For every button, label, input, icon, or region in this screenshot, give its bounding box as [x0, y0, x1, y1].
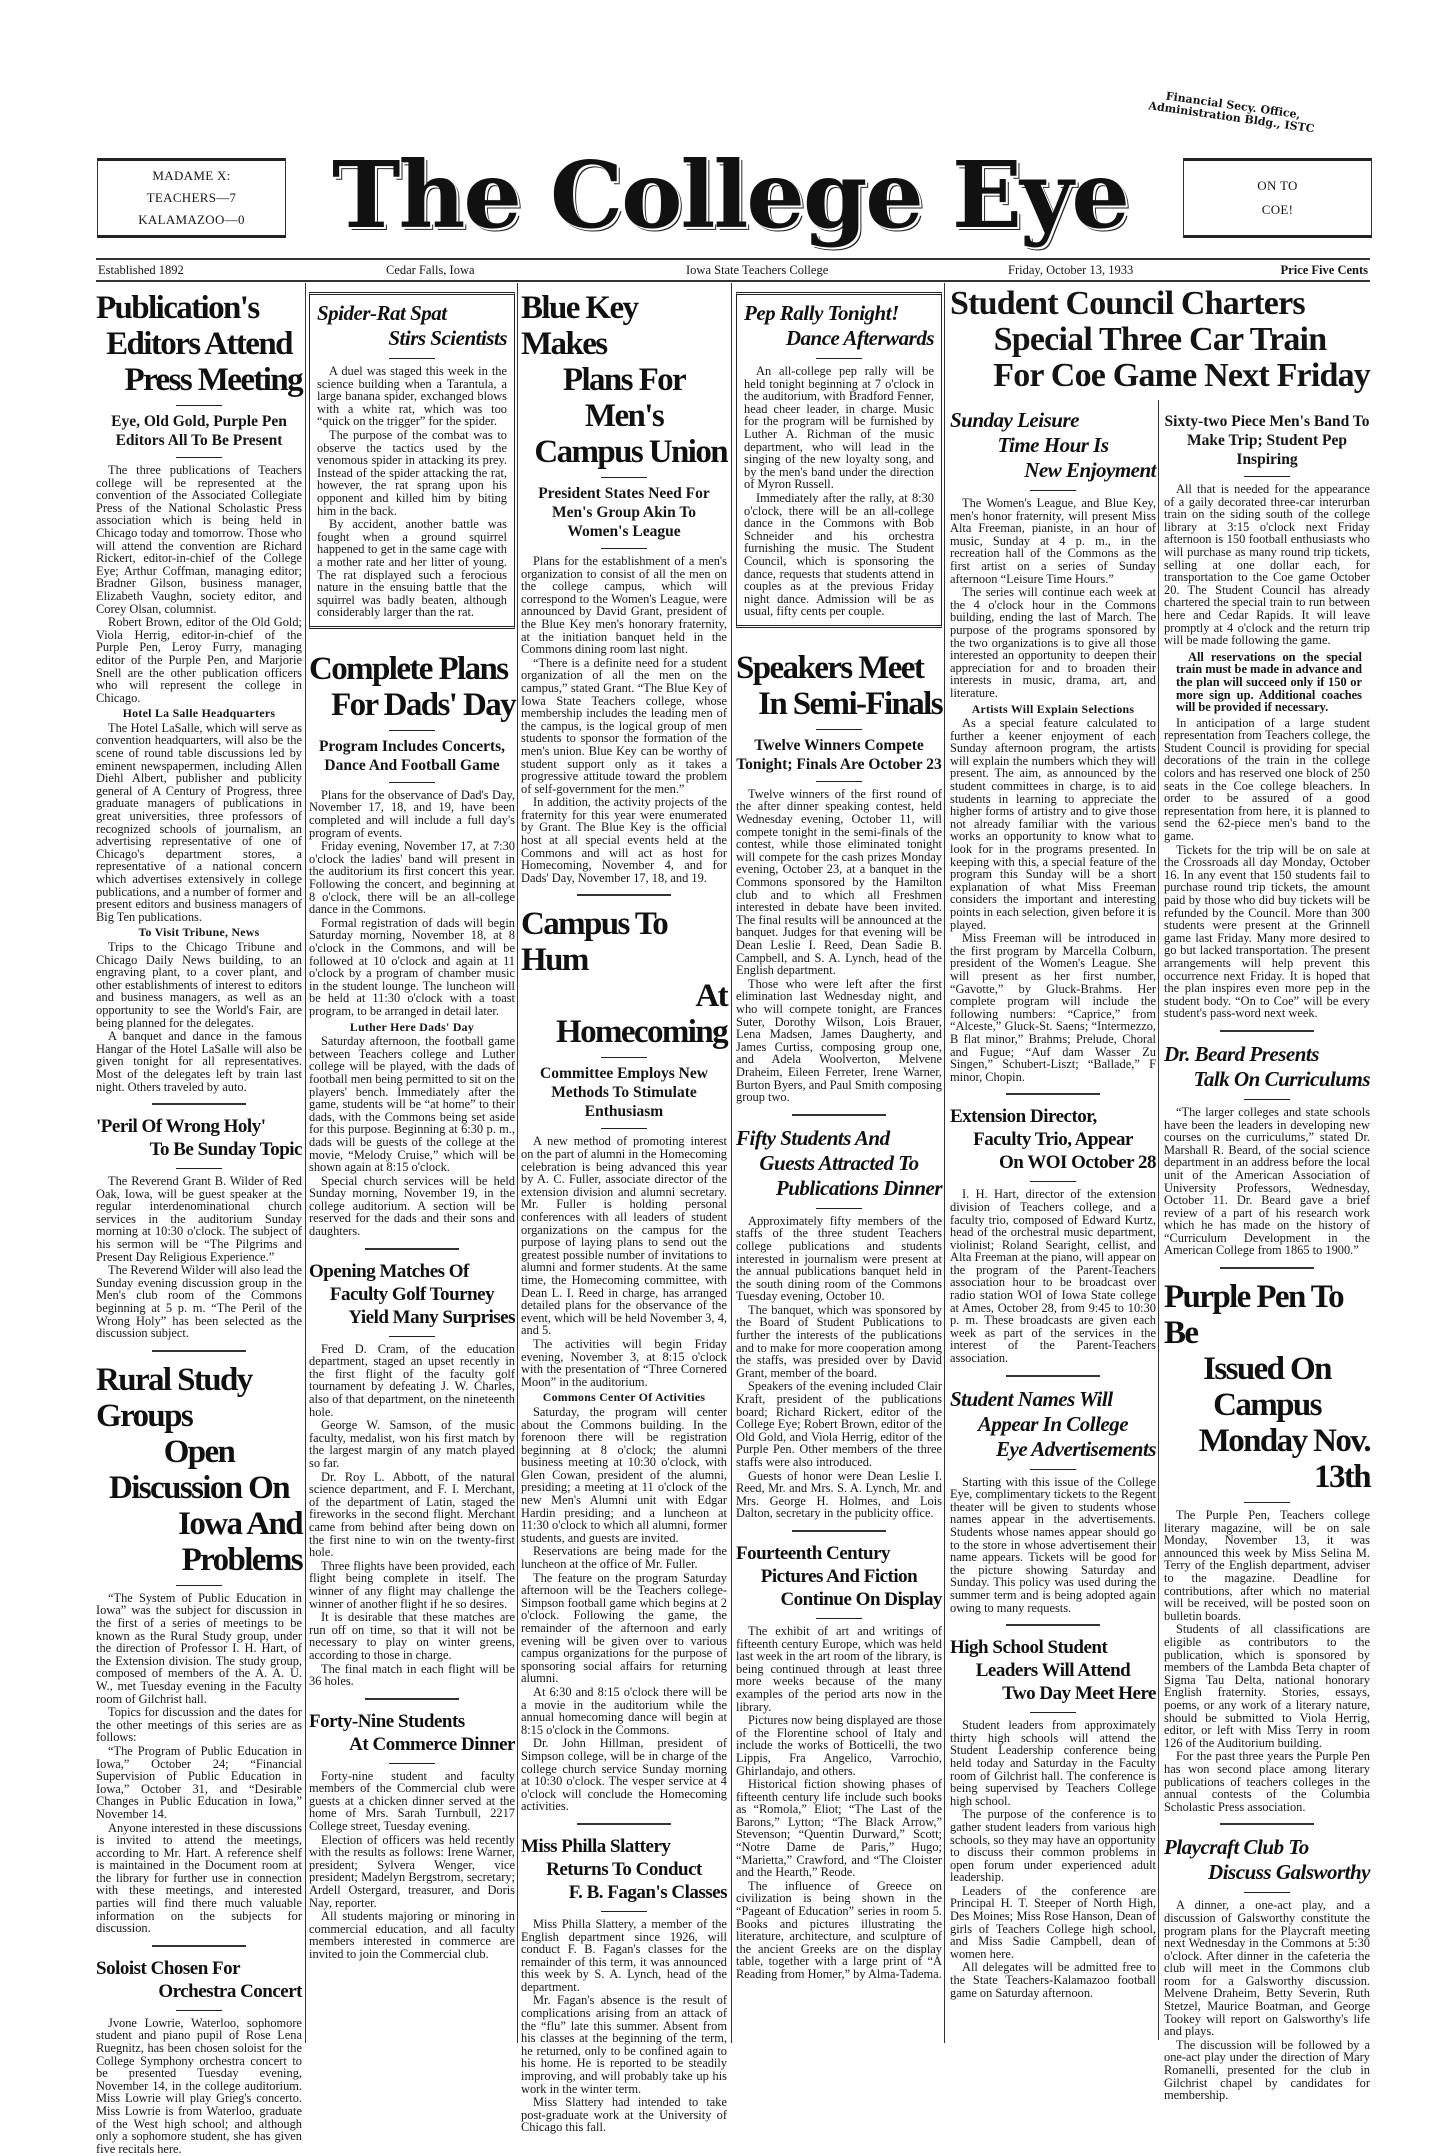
column-2 [309, 292, 515, 1962]
article-body [950, 497, 1156, 1083]
article-sunday-topic [96, 1115, 302, 1340]
paragraph: The activities will begin Friday evening, November 3, at 8:15 o'clock with the presentation of “Three Cornered Moon” in the auditorium. [521, 1336, 727, 1389]
bold-paragraph: All reservations on the special train must be made in advance and the plan will succeed only if 150 or more sign up. Additional coaches will be provided if necessary. [1176, 649, 1362, 715]
article-fourteenth-century [736, 1542, 942, 1981]
banner-headline-train [950, 286, 1370, 394]
headline-line: For Dads' Day [331, 686, 515, 723]
paragraph: A banquet and dance in the famous Hangar of the Hotel LaSalle will also be given tonight for all representatives. Most of the delegates left by train last night. Others traveled by auto. [96, 1029, 302, 1094]
banner-line: Special Three Car Train [993, 321, 1327, 358]
headline [736, 1126, 942, 1201]
headline-line: Sunday Leisure [950, 408, 1079, 432]
paragraph: The exhibit of art and writings of fifteenth century Europe, which was held last week in the art room of the library, is being continued through at least three more weeks because of the many examples of the period arts now in the library. [736, 1623, 942, 1714]
divider-rule [1244, 476, 1290, 477]
headline-line: Stirs Scientists [388, 326, 507, 350]
paragraph: Miss Slattery had intended to take post-graduate work at the University of Chicago this fall. [521, 2095, 727, 2135]
paragraph: “The Program of Public Education in Iowa,” October 24; “Financial Supervision of Public Education in Iowa,” October 31, and “Desirable Changes in Public Education in Iowa,” November 14. [96, 1743, 302, 1821]
headline-line: Faculty Golf Tourney [329, 1283, 495, 1305]
paragraph: Saturday, the program will center about the Commons building. In the forenoon there will be registration beginning at 8 o'clock; the alumni business meeting at 10:30 o'clock, with Glen Cowan, president of the alumni, presiding; a meeting at 11 o'clock of the new Men's Alumni unit with Edgar Hardin presiding; and a luncheon at 11:30 o'clock to which all alumni, former students, and guests are invited. [521, 1404, 727, 1545]
headline [521, 290, 727, 470]
headline [1164, 1835, 1370, 1885]
paragraph: The Hotel LaSalle, which will serve as convention headquarters, will also be the scene of round table discussions led by eminent newspapermen, including Allen Diehl Albert, publisher and publicity general of A Century of Progress, three graduate managers of publications in great universities, three professors of recognized schools of journalism, an advertising representative of one of Chicago's department stores, a representative of a national concern which advertises extensively in college publications, and a number of former and present editors and business managers of Big Ten publications. [96, 720, 302, 924]
column-4 [736, 292, 942, 1982]
article-body [521, 1135, 727, 1812]
article-body [950, 1188, 1156, 1364]
headline-line: F. B. Fagan's Classes [568, 1881, 727, 1903]
article-body [1164, 483, 1370, 1020]
section-subhead: Hotel La Salle Headquarters [122, 706, 276, 721]
column-3 [521, 290, 727, 2135]
divider-rule [1030, 1712, 1076, 1713]
headline-line: Continue On Display [780, 1588, 942, 1610]
headline [950, 1105, 1156, 1174]
paragraph: A dinner, a one-act play, and a discussion of Galsworthy constitute the program plans for the Playcraft meeting next Wednesday in the Commons at 5:30 o'clock. After dinner in the cafeteria the club will meet in the Commons club room for a Galsworthy discussion. Melvene Draheim, Betty Severin, Ruth Stetzel, Maurice Boatman, and George Tookey will report on Galsworthy's life and plays. [1164, 1898, 1370, 2039]
section-subhead: Commons Center Of Activities [542, 1390, 706, 1405]
ear-line: KALAMAZOO—0 [138, 212, 245, 227]
column-rule [517, 283, 518, 2043]
article-playcraft [1164, 1835, 1370, 2102]
paragraph: Three flights have been provided, each flight being complete in itself. The winner of any flight may challenge the winner of another flight if he so desires. [309, 1558, 515, 1611]
subheadline-deck: Twelve Winners Compete Tonight; Finals Are October 23 [736, 736, 942, 773]
paragraph: Miss Philla Slattery, a member of the English department since 1926, will conduct F. B. Fagan's classes for the remainder of this term, it was announced this week by S. A. Lynch, head of the department. [521, 1916, 727, 1994]
article-body [1164, 1899, 1370, 2102]
article-body [309, 1770, 515, 1961]
paragraph: Plans for the establishment of a men's organization to consist of all the men on the college campus, which will correspond to the Women's League, were announced by David Grant, president of the Blue Key men's honorary fraternity, at the initiation banquet held in the Commons dining room last night. [521, 554, 727, 657]
paragraph: Immediately after the rally, at 8:30 o'clock, there will be an all-college dance in the Commons with Bob Schneider and his orchestra furnishing the music. The Student Council, which is sponsoring the dance, requests that students attend in couples as at the previous Friday night dance. Admission will be as usual, fifty cents per couple. [744, 490, 934, 619]
headline [1164, 1279, 1370, 1495]
headline-line: Campus Union [534, 434, 727, 470]
divider-rule [816, 1618, 862, 1619]
paragraph: For the past three years the Purple Pen has won second place among literary publications of teachers colleges in the annual contests of the Columbia Scholastic Press association. [1164, 1749, 1370, 1814]
headline-line: Fifty Students And [736, 1125, 890, 1150]
mailing-stamp: Financial Secy. Office, Administration Bldg., ISTC [1147, 89, 1316, 136]
article-speakers [736, 650, 942, 1104]
article-blue-key [521, 290, 727, 884]
headline-line: Pictures And Fiction [760, 1565, 918, 1587]
headline-line: Student Names Will [950, 1386, 1113, 1411]
headline-line: Talk On Curriculums [1193, 1066, 1370, 1091]
divider-rule [176, 2010, 222, 2011]
article-body [521, 1918, 727, 2134]
paragraph: Twelve winners of the first round of the after dinner speaking contest, held Wednesday evening, October 11, will compete tonight in the semi-finals of the contest, while those eliminated tonight will compete for the cash prizes Monday evening, October 23, at a banquet in the Commons sponsored by the Hamilton club and to which all Freshmen interested in debate have been invited. The final results will be announced at the banquet. Judges for that evening will be Dean Leslie I. Reed, Dean Sadie B. Campbell, and S. A. Lynch, head of the English department. [736, 786, 942, 978]
column-rule [944, 283, 945, 2043]
article-coe-train [1164, 412, 1370, 1020]
college-name: Iowa State Teachers College [686, 263, 829, 277]
divider-rule [389, 1336, 435, 1337]
article-purple-pen [1164, 1279, 1370, 1813]
headline [309, 651, 515, 723]
headline-line: High School Student [950, 1637, 1108, 1659]
article-body [950, 1719, 1156, 1999]
headline [521, 906, 727, 1050]
article-body [521, 555, 727, 884]
headline-line: To Be Sunday Topic [149, 1139, 302, 1161]
article-body [317, 365, 507, 619]
paragraph: “The System of Public Education in Iowa” was the subject for discussion in the first of a series of meetings to be known as the Rural Study group, under the direction of Professor I. H. Hart, of the Extension division. The study group, composed of members of the A. A. U. W., met Tuesday evening in the Faculty room of Gilchrist hall. [96, 1590, 302, 1706]
headline-line: Eye Advertisements [996, 1436, 1156, 1461]
divider-rule [601, 1057, 647, 1058]
article-homecoming [521, 906, 727, 1812]
section-subhead: To Visit Tribune, News [138, 925, 260, 940]
paragraph: As a special feature calculated to further a keener enjoyment of each Sunday afternoon program, the artists will explain the numbers which they will present. The aim, as announced by the student committees in charge, is to aid students in learning to appreciate the higher forms of artistry and to give those not already familiar with the various works an opportunity to know what to look for in the programs presented. In keeping with this, a special feature of the program this Sunday will be a short explanation of what Miss Freeman considers the important and interesting points in each selection, given before it is played. [950, 716, 1156, 932]
article-soloist [96, 1957, 302, 2156]
divider-rule [601, 1911, 647, 1912]
headline-line: Publication's [96, 290, 259, 326]
article-publications-dinner [736, 1126, 942, 1520]
article-leisure-hour [950, 408, 1156, 1083]
headline-line: Pep Rally Tonight! [744, 301, 899, 325]
divider-rule [176, 405, 222, 406]
paragraph: An all-college pep rally will be held tonight beginning at 7 o'clock in the auditorium, with Bradford Fenner, head cheer leader, in charge. Music for the program will be furnished by Luther A. Richman of the music department, who will lead in the singing of the new loyalty song, and by the men's band under the direction of Myron Russell. [744, 364, 934, 492]
headline [1164, 1042, 1370, 1092]
divider-rule [1030, 1469, 1076, 1470]
paragraph: Fred D. Cram, of the education department, staged an upset recently in the first flight of the faculty golf tournament by defeating J. W. Charles, also of that department, on the nineteenth hole. [309, 1341, 515, 1419]
headline-line: Opening Matches Of [309, 1260, 469, 1282]
headline-line: Dance Afterwards [785, 326, 934, 350]
headline-line: Complete Plans [309, 650, 508, 687]
paragraph: Those who were left after the first elimination last Wednesday night, and who will compete tonight, are Frances Suter, Dorothy Wilson, Lois Brauer, Lena Madsen, James Daugherty, and James Curtiss, composing group one, and Adela Woolverton, Melvene Draheim, Eileen Ferreter, Irene Warner, Burton Byers, and Paul Smith composing group two. [736, 976, 942, 1105]
headline [744, 301, 934, 351]
article-pep-rally [736, 292, 942, 628]
headline [950, 1387, 1156, 1462]
headline-line: Faculty Trio, Appear [973, 1129, 1133, 1151]
divider-rule [389, 358, 435, 359]
headline-line: Speakers Meet [736, 649, 924, 686]
paragraph: Dr. John Hillman, president of Simpson college, will be in charge of the college church service Sunday morning at 10:30 o'clock. The vesper service at 4 o'clock will conclude the Homecoming activities. [521, 1736, 727, 1814]
article-commerce-dinner [309, 1710, 515, 1961]
paragraph: The Women's League, and Blue Key, men's honor fraternity, will present Miss Alta Freeman, pianiste, in an hour of music, Sunday at 4 p. m., in the recreation hall of the Commons as the first artist on a series of Sunday afternoon “Leisure Time Hours.” [950, 496, 1156, 586]
ear-line: ON TO [1257, 178, 1298, 193]
headline-line: Appear In College [977, 1411, 1129, 1436]
paragraph: George W. Samson, of the music faculty, medalist, won his first match by the largest margin of any match played so far. [309, 1418, 515, 1470]
article-student-names [950, 1387, 1156, 1615]
paragraph: In addition, the activity projects of the fraternity for this year were enumerated by Grant. The Blue Key is the official host at all special events held at the Commons and will act as host for Homecoming, November 4, and for Dads' Day, November 17, 18, and 19. [521, 795, 727, 885]
headline-line: Plans For Men's [562, 362, 686, 434]
divider-rule [601, 1128, 647, 1129]
paragraph: The three publications of Teachers college will be represented at the convention of the Associated Collegiate Press of the National Scholastic Press association which is being held in Chicago today and tomorrow. Those who will attend the convention are Richard Rickert, editor-in-chief of the College Eye; Arthur Coffman, managing editor; Bradner Gilson, business manager, Elizabeth Vaughn, society editor, and Corey Olsan, columnist. [96, 463, 302, 616]
issue-date: Friday, October 13, 1933 [1008, 263, 1134, 277]
ear-line: COE! [1261, 202, 1294, 217]
paragraph: The influence of Greece on civilization is being shown in the “Pageant of Education” series in room 5. Books and pictures illustrating the literature, architecture, and sculpture of the ancient Greeks are on the display table, together with a large print of “A Reading from Homer,” by Alma-Tadema. [736, 1878, 942, 1981]
article-slattery [521, 1835, 727, 2134]
headline [950, 1636, 1156, 1705]
headline [317, 301, 507, 351]
headline-line: 'Peril Of Wrong Holy' [96, 1116, 266, 1138]
headline [309, 1710, 515, 1756]
divider-rule [816, 729, 862, 730]
headline-line: Orchestra Concert [158, 1980, 302, 2002]
paragraph: The banquet, which was sponsored by the Board of Student Publications to further the interests of the publications and to make for more cooperation among the staffs, was presided over by David Grant, member of the board. [736, 1302, 942, 1380]
headline-line: Issued On Campus [1203, 1351, 1331, 1424]
article-body [736, 1215, 942, 1520]
divider-rule [816, 358, 862, 359]
divider-rule [816, 781, 862, 782]
headline-line: Discuss Galsworthy [1208, 1860, 1370, 1885]
article-body [96, 2017, 302, 2156]
paragraph: Trips to the Chicago Tribune and Chicago Daily News building, to an engraving plant, to a cover plant, and other establishments of interest to editors and business managers, as well as an opportunity to see the World's Fair, are being planned for the delegates. [96, 939, 302, 1030]
article-body [96, 1175, 302, 1340]
paragraph: Topics for discussion and the dates for the other meetings of this series are as follows: [96, 1705, 302, 1745]
headline [736, 650, 942, 722]
headline-line: Campus To Hum [521, 906, 668, 979]
headline-line: Purple Pen To Be [1164, 1279, 1344, 1352]
headline [96, 1957, 302, 2003]
paragraph: The feature on the program Saturday afternoon will be the Teachers college-Simpson football game which begins at 2 o'clock. Following the game, the remainder of the afternoon and early evening will be given over to various campus organizations for the purpose of sponsoring social affairs for returning alumni. [521, 1570, 727, 1686]
divider-rule [1244, 1892, 1290, 1893]
headline-line: Returns To Conduct [546, 1858, 702, 1880]
paragraph: Leaders of the conference are Principal H. T. Steeper of North High, Des Moines; Miss Rose Hanson, Dean of girls of Teachers College high school, and Miss Sadie Campbell, dean of women here. [950, 1883, 1156, 1961]
headline-line: Time Hour Is [997, 433, 1109, 457]
divider-rule [1244, 1099, 1290, 1100]
divider-rule [176, 1168, 222, 1169]
paragraph: Saturday afternoon, the football game between Teachers college and Luther college will be played, with the dads of football men being permitted to sit on the players' bench. Immediately after the game, students will be “at home” to their dads, with the Commons being set aside for this purpose. Beginning at 6:30 p. m., dads will be guests of the college at the movie, “Melody Cruise,” which will be shown again at 8:15 o'clock. [309, 1034, 515, 1175]
paragraph: Dr. Roy L. Abbott, of the natural science department, and F. I. Merchant, of the department of Latin, staged the fireworks in the second flight. Merchant came from behind after being down on the first nine to win on the twenty-first hole. [309, 1469, 515, 1560]
paragraph: All delegates will be admitted free to the State Teachers-Kalamazoo football game on Saturday afternoon. [950, 1960, 1156, 2000]
subheadline-deck: Committee Employs New Methods To Stimulate Enthusiasm [540, 1065, 708, 1121]
ear-line: TEACHERS—7 [146, 190, 237, 205]
headline-line: Two Day Meet Here [1002, 1683, 1156, 1705]
subheadline-deck: Sixty-two Piece Men's Band To Make Trip; Student Pep Inspiring [1164, 413, 1370, 468]
headline [309, 1260, 515, 1329]
paragraph: Special church services will be held Sunday morning, November 19, in the college auditorium. A section will be reserved for the dads and their sons and daughters. [309, 1173, 515, 1239]
headline [96, 290, 302, 398]
article-press-meeting [96, 290, 302, 1093]
divider-rule [601, 477, 647, 478]
headline-line: Editors Attend [106, 326, 292, 362]
paragraph: A new method of promoting interest on the part of alumni in the Homecoming celebration is being advanced this year by A. C. Fuller, associate director of the extension division and alumni secretary. Mr. Fuller is holding personal conferences with all leaders of student organizations on the campus for the purpose of laying plans to send out the greatest possible number of invitations to alumni and former students. At the same time, the Homecoming committee, with Dean L. I. Reed in charge, has arranged detailed plans for the observance of the event, which will be held November 3, 4, and 5. [521, 1134, 727, 1338]
paragraph: Formal registration of dads will begin Saturday morning, November 18, at 8 o'clock in the Commons, and will be followed at 10 o'clock and again at 11 o'clock by a program of chamber music in the student lounge. The luncheon will be held at 11:30 o'clock with a toast program, to be arranged in detail later. [309, 915, 515, 1018]
established: Established 1892 [98, 263, 184, 277]
headline-line: Open Discussion On [108, 1433, 290, 1506]
paragraph: Jvone Lowrie, Waterloo, sophomore student and piano pupil of Rose Lena Ruegnitz, has been chosen soloist for the College Symphony orchestra concert to be presented Tuesday evening, November 14, in the college auditorium. Miss Lowrie will play Grieg's concerto. Miss Lowrie is from Waterloo, graduate of the West high school; and although only a sophomore student, she has given five recitals here. [96, 2015, 302, 2156]
paragraph: At 6:30 and 8:15 o'clock there will be a movie in the auditorium while the annual homecoming dance will begin at 8:15 o'clock in the Commons. [521, 1684, 727, 1737]
headline-line: Publications Dinner [775, 1175, 942, 1200]
headline-line: Dr. Beard Presents [1164, 1041, 1319, 1066]
paragraph: Starting with this issue of the College Eye, complimentary tickets to the Regent theater will be given to students whose names appear in the advertisements. Students whose names appear should go to the store in whose advertisement their name appears. Tickets will be good for the picture showing Saturday and Sunday. This policy was used during the summer term and is being adopted again owing to many requests. [950, 1474, 1156, 1615]
paragraph: By accident, another battle was fought when a ground squirrel happened to get in the same cage with a mother rate and her litter of young. The rat displayed such a ferocious nature in the ensuing battle that the squirrel was badly beaten, although considerably larger than the rat. [317, 517, 507, 620]
headline-line: Playcraft Club To [1164, 1835, 1309, 1860]
paragraph: Guests of honor were Dean Leslie I. Reed, Mr. and Mrs. S. A. Lynch, Mr. and Mrs. George H. Holmes, and Lois Dalton, secretary in the publicity office. [736, 1468, 942, 1521]
paragraph: Robert Brown, editor of the Old Gold; Viola Herrig, editor-in-chief of the Purple Pen, Leroy Furry, managing editor of the Purple Pen, and Marjorie Snell are the other publication officers who will represent the college in Chicago. [96, 615, 302, 705]
headline-line: New Enjoyment [1024, 458, 1156, 482]
headline-line: On WOI October 28 [998, 1152, 1156, 1174]
headline-line: Extension Director, [950, 1106, 1097, 1128]
paragraph: Election of officers was held recently with the results as follows: Irene Warner, president; Sylvera Wenger, vice president; Madelyn Bergstrom, secretary; Ardell Ostergard, treasurer, and Doris Nay, reporter. [309, 1832, 515, 1910]
paragraph: In anticipation of a large student representation from Teachers college, the Student Council is providing for special decorations of the train in the college colors and has reserved one block of 250 seats in the Coe college bleachers. In order to be assured of a good representation from here, it is planned to send the 62-piece men's band to the game. [1164, 715, 1370, 844]
divider-rule [601, 548, 647, 549]
paragraph: “There is a definite need for a student organization of all the men on the campus,” stated Grant. “The Blue Key of Iowa State Teachers college, whose membership includes the leading men of the campus, is the logical group of men students to sponsor the formation of the men's union. Blue Key can be worthy of student support only as it takes a progressive attitude toward the problem of self-government for the men.” [521, 655, 727, 796]
banner-line: Student Council Charters [950, 285, 1305, 322]
paragraph: Student leaders from approximately thirty high schools will attend the Student Leadership conference being held today and Saturday in the Faculty room of Gilchrist hall. The conference is being supervised by Teachers College high school. [950, 1718, 1156, 1808]
ear-score-box [97, 158, 286, 238]
article-body [736, 1625, 942, 1981]
paragraph: The Purple Pen, Teachers college literary magazine, will be on sale Monday, November 13, it was announced this week by Miss Selina M. Terry of the English department, adviser to the magazine. Deadline for contributions, after which no material will be received, will be posted soon on bulletin boards. [1164, 1508, 1370, 1623]
article-spider-rat [309, 292, 515, 629]
paragraph: Friday evening, November 17, at 7:30 o'clock the ladies' band will present in the auditorium its first concert this year. Following the concert, and beginning at 8 o'clock, there will be an all-college dance in the Commons. [309, 839, 515, 917]
paragraph: Students of all classifications are eligible as contributors to the publication, which is sponsored by members of the Lambda Beta chapter of Sigma Tau Delta, national honorary English fraternity. Stories, essays, poems, or any work of a literary nature, should be submitted to Viola Herrig, editor, or left with Miss Terry in room 126 of the Auditorium building. [1164, 1622, 1370, 1750]
article-body [736, 788, 942, 1104]
ear-line: MADAME X: [152, 168, 231, 183]
article-body [96, 1592, 302, 1935]
headline-line: Blue Key Makes [521, 290, 638, 362]
headline-line: Soloist Chosen For [96, 1957, 241, 1979]
headline-line: Leaders Will Attend [975, 1660, 1131, 1682]
headline-line: Iowa And Problems [178, 1505, 302, 1578]
article-body [96, 464, 302, 1093]
headline-line: In Semi-Finals [758, 685, 942, 722]
paragraph: The purpose of the conference is to gather student leaders from various high schools, so they may have an opportunity to discuss their common problems in open forum under experienced adult leadership. [950, 1807, 1156, 1885]
article-body [950, 1476, 1156, 1615]
paragraph: The series will continue each week at the 4 o'clock hour in the Commons building, ending the last of March. The purpose of the programs sponsored by the two organizations is to give all those interested an opportunity to deepen their appreciation for and to broaden their interests in music, drama, art, and literature. [950, 585, 1156, 700]
article-dads-day [309, 651, 515, 1238]
divider-rule [389, 782, 435, 783]
article-dr-beard [1164, 1042, 1370, 1257]
paragraph: The Reverend Grant B. Wilder of Red Oak, Iowa, will be guest speaker at the regular interdenominational church services in the auditorium Sunday morning at 10:30 o'clock. The subject of his sermon will be “The Pilgrims and Present Day Religious Experience.” [96, 1174, 302, 1264]
paragraph: A duel was staged this week in the science building when a Tarantula, a large banana spider, exchanged blows with a white rat, which was too “quick on the trigger” for the spider. [317, 364, 507, 429]
paragraph: Approximately fifty members of the staffs of the three student Teachers college publications and students interested in journalism were present at the annual publications banquet held in the south dining room of the Commons Tuesday evening, October 10. [736, 1213, 942, 1304]
article-woi-broadcast [950, 1105, 1156, 1364]
paragraph: Speakers of the evening included Clair Kraft, president of the publications board; Richard Rickert, editor of the College Eye; Robert Brown, editor of the Old Gold, and Viola Herrig, editor of the Purple Pen. Other members of the three staffs were also introduced. [736, 1379, 942, 1469]
column-rule [1158, 400, 1159, 2040]
paragraph: Reservations are being made for the luncheon at the office of Mr. Fuller. [521, 1544, 727, 1572]
paragraph: I. H. Hart, director of the extension division of Teachers college, and a faculty trio, composed of Edward Kurtz, head of the orchestral music department, violinist; Roland Searight, cellist, and Alta Freeman at the piano, will appear on the program of the Parent-Teachers association hour to be broadcast over radio station WOI of Iowa State college at Ames, October 28, from 9:45 to 10:30 p. m. These broadcasts are given each week as part of the services in the interest of the Parent-Teachers association. [950, 1187, 1156, 1366]
column-rule [305, 283, 306, 2043]
article-body [1164, 1106, 1370, 1257]
headline-line: Press Meeting [124, 362, 302, 398]
divider-rule [389, 730, 435, 731]
headline [736, 1542, 942, 1611]
headline-line: Guests Attracted To [759, 1150, 919, 1175]
paragraph: Historical fiction showing phases of fifteenth century life include such books as “Romola,” Eliot; “The Last of the Barons,” Lytton; “The Black Arrow,” Stevenson; “Quentin Durward,” Scott; “Notre Dame de Paris,” Hugo; “Marietta,” Crawford, and “The Cloister and the Hearth,” Reode. [736, 1777, 942, 1880]
headline-line: Monday Nov. 13th [1198, 1423, 1370, 1496]
divider-rule [176, 457, 222, 458]
paragraph: All students majoring or minoring in commercial education, and all faculty members interested in commerce are invited to join the Commercial club. [309, 1909, 515, 1961]
headline-line: At Commerce Dinner [349, 1733, 515, 1755]
paragraph: The final match in each flight will be 36 holes. [309, 1661, 515, 1689]
divider-rule [176, 1585, 222, 1586]
headline [96, 1115, 302, 1161]
headline [96, 1362, 302, 1578]
divider-rule [816, 1208, 862, 1209]
paragraph: Miss Freeman will be introduced in the first program by Marcella Colburn, president of the Women's League. She will present as her first number, “Gavotte,” by Gluck-Brahms. Her complete program will include the following numbers: “Caprice,” from “Alceste,” Gluck-St. Saens; “Intermezzo, B flat minor,” Brahms; Prelude, Choral and Fugue; “Auf dam Wasser Zu Singen,” Schubert-Liszt; “Ballade,” F minor, Chopin. [950, 931, 1156, 1084]
paragraph: The purpose of the combat was to observe the tactics used by the venomous spider in attacking its prey. Instead of the spider attacking the rat, however, the rat sprang upon his opponent and killed him by biting him in the back. [317, 427, 507, 518]
headline-line: Rural Study Groups [96, 1361, 252, 1434]
headline [950, 408, 1156, 483]
headline [521, 1835, 727, 1904]
article-body [1164, 1509, 1370, 1813]
paragraph: Plans for the observance of Dad's Day, November 17, 18, and 19, have been completed and will include a full day's program of events. [309, 787, 515, 840]
divider-rule [1244, 1502, 1290, 1503]
article-high-school-leaders [950, 1636, 1156, 1999]
column-rule [731, 283, 732, 2043]
paragraph: It is desirable that these matches are run off on time, so that it will not be necessary to play on winter greens, according to those in charge. [309, 1610, 515, 1662]
headline-line: Miss Philla Slattery [521, 1835, 671, 1857]
article-body [744, 365, 934, 618]
subheadline-deck: Program Includes Concerts, Dance And Football Game [318, 737, 506, 774]
headline-line: Fourteenth Century [736, 1542, 891, 1564]
divider-rule [1030, 490, 1076, 491]
column-6 [1164, 412, 1370, 2103]
subheadline-deck: President States Need For Men's Group Akin To Women's League [538, 485, 710, 540]
paragraph: The Reverend Wilder will also lead the Sunday evening discussion group in the Men's club room of the Commons beginning at 5 p. m. “The Peril of the Wrong Holy” has been selected as the discussion subject. [96, 1263, 303, 1341]
headline-line: Forty-Nine Students [309, 1710, 465, 1732]
paragraph: All that is needed for the appearance of a gaily decorated three-car interurban train on the siding south of the college library at 3:15 o'clock next Friday afternoon is 150 football enthusiasts who will purchase as many round trip tickets, selling at one dollar each, for transportation to the Coe game October 20. The Student Council has already chartered the special train to run between here and Cedar Rapids. It will leave promptly at 4 o'clock and the return trip will be made following the game. [1164, 482, 1370, 648]
price: Price Five Cents [1280, 263, 1368, 277]
column-1 [96, 290, 302, 2156]
divider-rule [389, 1763, 435, 1764]
article-rural-study [96, 1362, 302, 1935]
article-body [309, 1343, 515, 1688]
paragraph: Pictures now being displayed are those of the Florentine school of Italy and include the works of Botticelli, the two Lippis, Fra Angelico, Varrochio, Ghirlandajo, and others. [736, 1713, 942, 1778]
newspaper-title: The College Eye [332, 141, 1128, 249]
paragraph: Tickets for the trip will be on sale at the Crossroads all day Monday, October 16. In any event that 150 students fail to purchase round trip tickets, the amount paid by those who did buy tickets will be refunded by the Council. More than 300 students were present at the Grinnell game last Friday. Many more desired to go but lacked transportation. The present arrangements will help prevent this occurrence next Friday. It is hoped that the plan inspires even more pep in the student body. “On to Coe” will be every student's pass-word next week. [1164, 842, 1370, 1021]
article-golf-tourney [309, 1260, 515, 1688]
paragraph: Anyone interested in these discussions is invited to attend the meetings, according to Mr. Hart. A reference shelf is maintained in the Document room at the library for further use in connection with these meetings, and interested parties will find there much valuable information on the subjects for discussion. [96, 1820, 302, 1936]
subheadline-deck: Eye, Old Gold, Purple Pen Editors All To Be Present [111, 413, 287, 449]
section-subhead: Artists Will Explain Selections [971, 701, 1135, 716]
headline-line: At Homecoming [556, 978, 727, 1051]
divider-rule [1030, 1181, 1076, 1182]
paragraph: “The larger colleges and state schools have been the leaders in developing new courses on the curriculums,” stated Dr. Marshall R. Beard, of the social science department in an address before the local unit of the American Association of University Professors, Wednesday, October 11. Dr. Beard gave a brief review of a part of his research work which he has made on the history of “Curriculum Development in the American College from 1865 to 1900.” [1164, 1104, 1370, 1258]
place: Cedar Falls, Iowa [386, 263, 475, 277]
column-5 [950, 408, 1156, 2000]
article-body [309, 789, 515, 1238]
paragraph: Forty-nine student and faculty members of the Commercial club were guests at a chicken dinner served at the home of Mrs. Sarah Turnbull, 2217 College street, Tuesday evening. [309, 1768, 515, 1834]
paragraph: Mr. Fagan's absence is the result of complications arising from an attack of the “flu” late this summer. Absent from his classes at the beginning of the term, he returned, only to be confined again to his home. He is reported to be steadily improving, and will probably take up his work in the winter term. [521, 1993, 727, 2096]
headline-line: Yield Many Surprises [348, 1306, 515, 1328]
dateline-bar [96, 258, 1370, 282]
section-subhead: Luther Here Dads' Day [349, 1019, 475, 1034]
paragraph: The discussion will be followed by a one-act play under the direction of Mary Romanelli, presented for the club in Gilchrist chapel by candidates for membership. [1164, 2037, 1370, 2103]
banner-line: For Coe Game Next Friday [993, 357, 1370, 394]
headline-line: Spider-Rat Spat [317, 301, 447, 325]
ear-slogan-box [1183, 158, 1372, 238]
